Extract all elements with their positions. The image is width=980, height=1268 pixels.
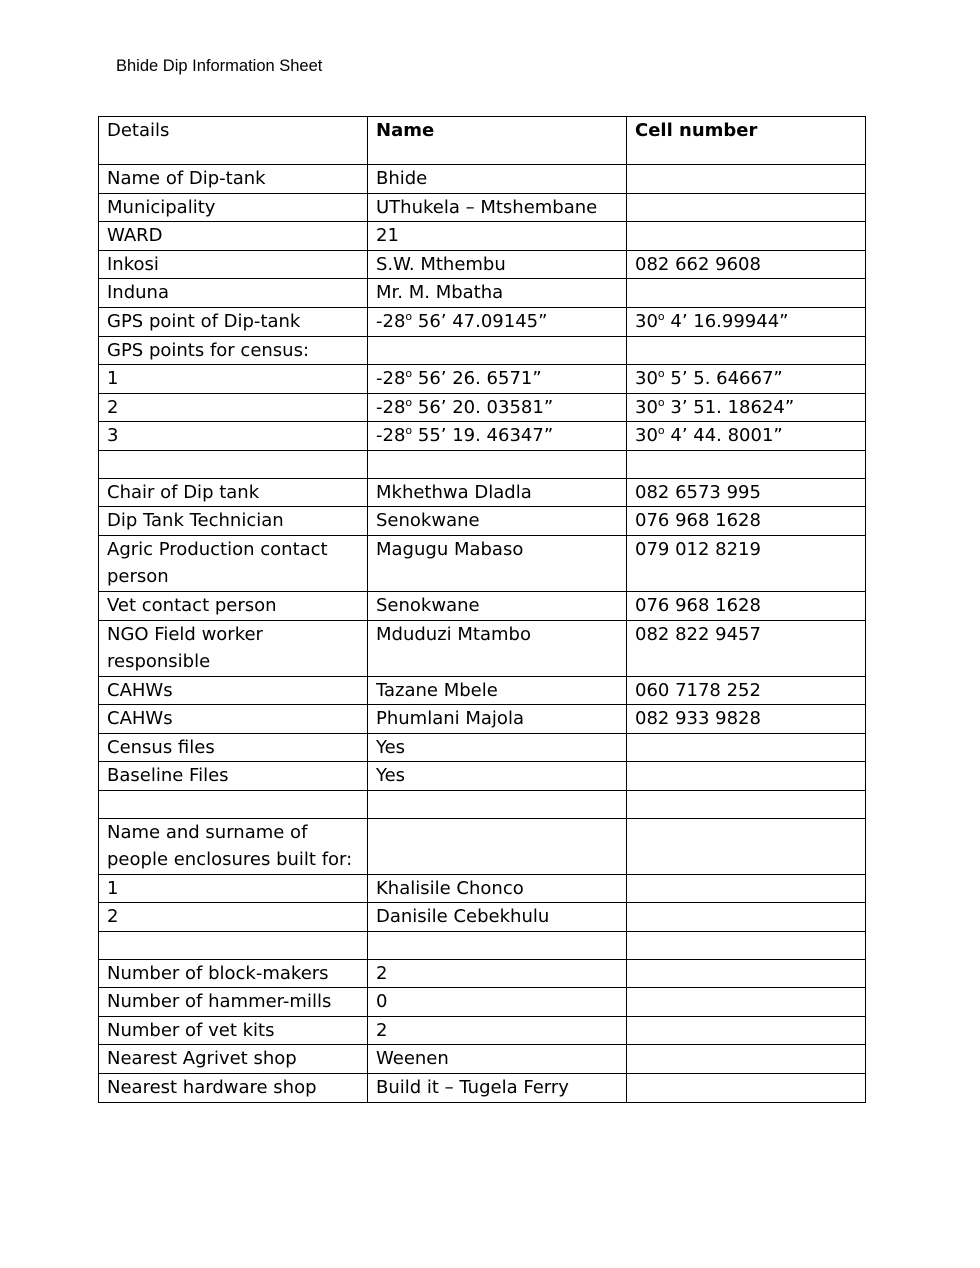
name-cell: -28$^o$ 56’ 47.09145” <box>368 307 627 336</box>
table-row <box>99 478 866 507</box>
name-cell: Senokwane <box>368 591 627 620</box>
table-row <box>99 222 866 251</box>
name-cell <box>368 932 627 960</box>
cell-number-cell <box>627 903 866 932</box>
name-cell: Build it – Tugela Ferry <box>368 1074 627 1103</box>
cell-number-cell <box>627 222 866 251</box>
detail-cell: Dip Tank Technician <box>99 507 368 536</box>
name-cell: 21 <box>368 222 627 251</box>
detail-cell: GPS point of Dip-tank <box>99 307 368 336</box>
cell-number-cell <box>627 1045 866 1074</box>
detail-cell <box>99 791 368 819</box>
table-row <box>99 932 866 960</box>
table-row <box>99 903 866 932</box>
detail-cell: Name and surname of people enclosures built for: <box>99 818 368 874</box>
table-row <box>99 762 866 791</box>
detail-cell: GPS points for census: <box>99 336 368 365</box>
cell-number-cell <box>627 959 866 988</box>
table-row <box>99 676 866 705</box>
name-cell <box>368 791 627 819</box>
cell-number-cell <box>627 818 866 874</box>
name-cell: Khalisile Chonco <box>368 874 627 903</box>
detail-cell: Chair of Dip tank <box>99 478 368 507</box>
table-row <box>99 393 866 422</box>
cell-number-cell: 082 933 9828 <box>627 705 866 734</box>
sheet-title: Bhide Dip Information Sheet <box>116 57 323 75</box>
header-name: Name <box>368 117 627 165</box>
cell-number-cell: 082 6573 995 <box>627 478 866 507</box>
detail-cell: Number of vet kits <box>99 1016 368 1045</box>
table-row <box>99 1074 866 1103</box>
detail-cell: NGO Field worker responsible <box>99 620 368 676</box>
detail-cell: Number of block-makers <box>99 959 368 988</box>
detail-cell: 2 <box>99 903 368 932</box>
detail-cell <box>99 932 368 960</box>
detail-cell: 3 <box>99 422 368 451</box>
name-cell <box>368 336 627 365</box>
detail-cell: 1 <box>99 365 368 394</box>
cell-number-cell <box>627 1016 866 1045</box>
name-cell: Weenen <box>368 1045 627 1074</box>
table-row <box>99 336 866 365</box>
detail-cell: CAHWs <box>99 705 368 734</box>
header-cell-number: Cell number <box>627 117 866 165</box>
cell-number-cell <box>627 762 866 791</box>
detail-cell: Agric Production contact person <box>99 535 368 591</box>
name-cell: Magugu Mabaso <box>368 535 627 591</box>
name-cell: Senokwane <box>368 507 627 536</box>
table-row <box>99 818 866 874</box>
cell-number-cell <box>627 733 866 762</box>
name-cell: Phumlani Majola <box>368 705 627 734</box>
detail-cell: Nearest Agrivet shop <box>99 1045 368 1074</box>
table-row <box>99 705 866 734</box>
name-cell: Tazane Mbele <box>368 676 627 705</box>
detail-cell: Name of Dip-tank <box>99 165 368 194</box>
table-row <box>99 422 866 451</box>
cell-number-cell <box>627 336 866 365</box>
cell-number-cell: 30$^o$ 4’ 44. 8001” <box>627 422 866 451</box>
cell-number-cell <box>627 791 866 819</box>
name-cell: S.W. Mthembu <box>368 250 627 279</box>
table-row <box>99 959 866 988</box>
name-cell: -28$^o$ 56’ 26. 6571” <box>368 365 627 394</box>
table-row <box>99 165 866 194</box>
detail-cell: WARD <box>99 222 368 251</box>
detail-cell: Municipality <box>99 193 368 222</box>
cell-number-cell <box>627 874 866 903</box>
cell-number-cell: 082 822 9457 <box>627 620 866 676</box>
cell-number-cell <box>627 1074 866 1103</box>
cell-number-cell <box>627 165 866 194</box>
cell-number-cell <box>627 193 866 222</box>
name-cell: Mduduzi Mtambo <box>368 620 627 676</box>
detail-cell: Vet contact person <box>99 591 368 620</box>
cell-number-cell: 076 968 1628 <box>627 591 866 620</box>
name-cell: Yes <box>368 733 627 762</box>
table-row <box>99 535 866 591</box>
detail-cell: 2 <box>99 393 368 422</box>
name-cell: UThukela – Mtshembane <box>368 193 627 222</box>
table-row <box>99 1045 866 1074</box>
name-cell: -28$^o$ 55’ 19. 46347” <box>368 422 627 451</box>
name-cell: Mkhethwa Dladla <box>368 478 627 507</box>
table-row <box>99 874 866 903</box>
detail-cell: Baseline Files <box>99 762 368 791</box>
table-row <box>99 307 866 336</box>
header-details: Details <box>99 117 368 165</box>
cell-number-cell <box>627 932 866 960</box>
detail-cell: CAHWs <box>99 676 368 705</box>
cell-number-cell: 060 7178 252 <box>627 676 866 705</box>
table-row <box>99 1016 866 1045</box>
table-row <box>99 507 866 536</box>
header-row <box>99 117 866 165</box>
table-row <box>99 733 866 762</box>
dip-info-table <box>98 116 866 1103</box>
table-row <box>99 250 866 279</box>
cell-number-cell: 079 012 8219 <box>627 535 866 591</box>
cell-number-cell: 082 662 9608 <box>627 250 866 279</box>
cell-number-cell <box>627 279 866 308</box>
detail-cell: Induna <box>99 279 368 308</box>
table-row <box>99 450 866 478</box>
cell-number-cell: 30$^o$ 4’ 16.99944” <box>627 307 866 336</box>
detail-cell: 1 <box>99 874 368 903</box>
name-cell <box>368 450 627 478</box>
detail-cell: Number of hammer-mills <box>99 988 368 1017</box>
table-row <box>99 365 866 394</box>
detail-cell: Nearest hardware shop <box>99 1074 368 1103</box>
name-cell: -28$^o$ 56’ 20. 03581” <box>368 393 627 422</box>
table-row <box>99 193 866 222</box>
name-cell: Bhide <box>368 165 627 194</box>
detail-cell: Census files <box>99 733 368 762</box>
cell-number-cell: 076 968 1628 <box>627 507 866 536</box>
table-row <box>99 620 866 676</box>
table-row <box>99 279 866 308</box>
cell-number-cell <box>627 988 866 1017</box>
table-row <box>99 791 866 819</box>
name-cell: 2 <box>368 959 627 988</box>
detail-cell: Inkosi <box>99 250 368 279</box>
cell-number-cell <box>627 450 866 478</box>
name-cell: Danisile Cebekhulu <box>368 903 627 932</box>
name-cell <box>368 818 627 874</box>
name-cell: 2 <box>368 1016 627 1045</box>
name-cell: 0 <box>368 988 627 1017</box>
table-row <box>99 988 866 1017</box>
name-cell: Yes <box>368 762 627 791</box>
detail-cell <box>99 450 368 478</box>
cell-number-cell: 30$^o$ 5’ 5. 64667” <box>627 365 866 394</box>
name-cell: Mr. M. Mbatha <box>368 279 627 308</box>
cell-number-cell: 30$^o$ 3’ 51. 18624” <box>627 393 866 422</box>
table-row <box>99 591 866 620</box>
